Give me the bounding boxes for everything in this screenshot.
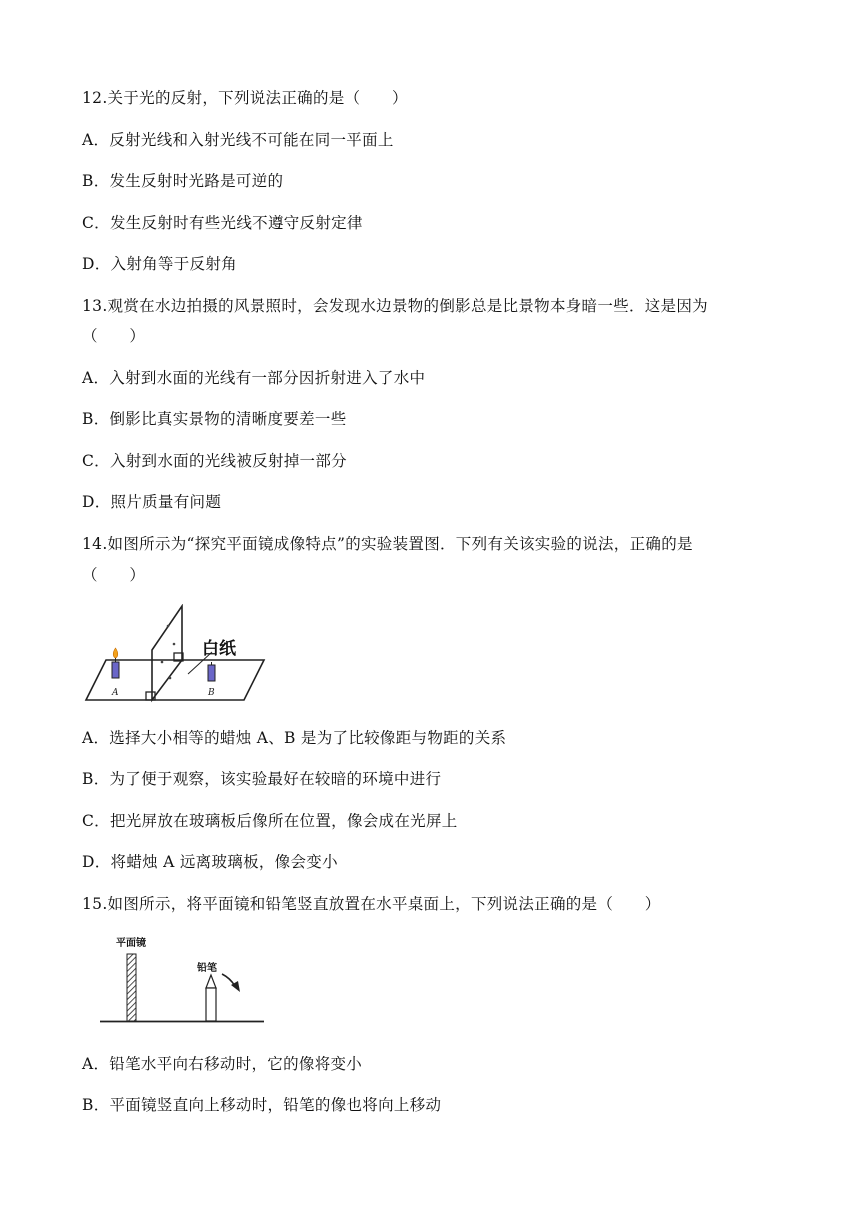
candle-b [208,665,215,681]
question-13-stem: 13.观赏在水边拍摄的风景照时，会发现水边景物的倒影总是比景物本身暗一些．这是因为 [82,297,708,315]
question-14-stem-cont: （ ） [82,566,146,584]
question-14-option-c: C．把光屏放在玻璃板后像所在位置，像会成在光屏上 [82,812,458,830]
question-12-option-b: B．发生反射时光路是可逆的 [82,172,284,190]
question-12-option-d: D．入射角等于反射角 [82,255,237,273]
mirror-pencil-figure [96,934,268,1026]
mirror-experiment-figure [84,604,284,706]
plane-mirror [127,954,136,1021]
candle-b-label: B [208,688,215,698]
question-13-option-d: D．照片质量有问题 [82,493,222,511]
question-15-option-a: A．铅笔水平向右移动时，它的像将变小 [82,1055,363,1073]
paper-label: 白纸 [202,639,236,659]
question-13-option-c: C．入射到水面的光线被反射掉一部分 [82,452,347,470]
question-13-option-b: B．倒影比真实景物的清晰度要差一些 [82,410,347,428]
flame-icon [113,648,118,658]
question-14-stem: 14.如图所示为“探究平面镜成像特点”的实验装置图．下列有关该实验的说法，正确的是 [82,535,693,553]
mirror-label: 平面镜 [116,938,146,949]
question-15-stem: 15.如图所示，将平面镜和铅笔竖直放置在水平桌面上，下列说法正确的是（ ） [82,895,661,913]
question-12-stem: 12.关于光的反射，下列说法正确的是（ ） [82,89,408,107]
question-14-option-a: A．选择大小相等的蜡烛 A、B 是为了比较像距与物距的关系 [82,729,507,747]
pencil [206,988,216,1021]
question-14-option-d: D．将蜡烛 A 远离玻璃板，像会变小 [82,853,338,871]
question-13-stem-cont: （ ） [82,327,146,345]
question-12-option-c: C．发生反射时有些光线不遵守反射定律 [82,214,363,232]
question-14-option-b: B．为了便于观察，该实验最好在较暗的环境中进行 [82,770,442,788]
question-15-option-b: B．平面镜竖直向上移动时，铅笔的像也将向上移动 [82,1096,442,1114]
candle-a-label: A [112,688,119,698]
question-12-option-a: A．反射光线和入射光线不可能在同一平面上 [82,131,394,149]
question-13-option-a: A．入射到水面的光线有一部分因折射进入了水中 [82,369,426,387]
pencil-label: 铅笔 [197,963,217,974]
candle-a [112,662,119,678]
